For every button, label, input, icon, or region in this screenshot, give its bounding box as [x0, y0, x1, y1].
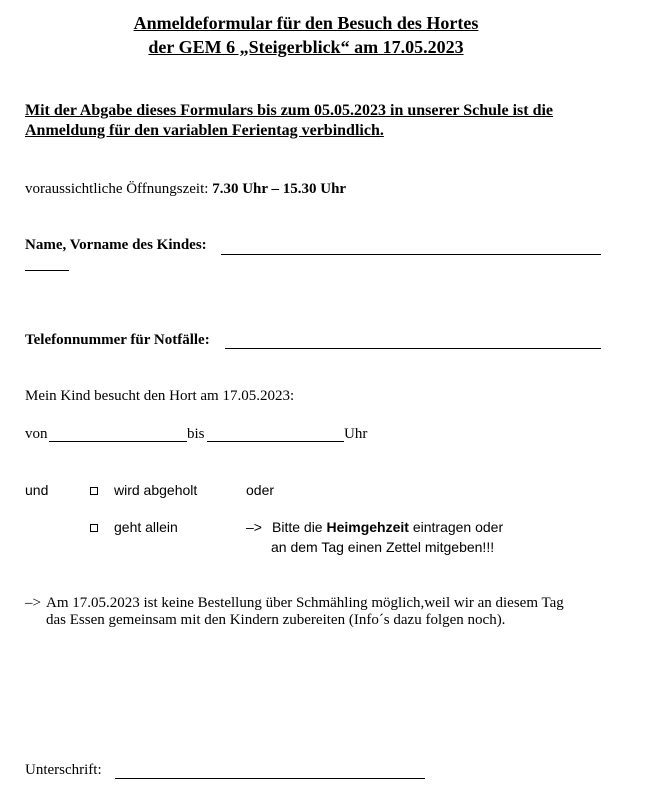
picked-up-checkbox[interactable] — [90, 487, 98, 495]
und-label: und — [25, 482, 49, 498]
notice-line-1: Mit der Abgabe dieses Formulars bis zum 05.05.2023 in unserer Schule ist die — [25, 102, 554, 119]
phone-field[interactable] — [225, 331, 601, 349]
opening-hours-label: voraussichtliche Öffnungszeit: — [25, 181, 213, 197]
home-time-hint-bold: Heimgehzeit — [326, 519, 409, 535]
home-time-hint-line-2: an dem Tag einen Zettel mitgeben!!! — [271, 539, 495, 555]
signature-label: Unterschrift: — [25, 762, 102, 778]
home-time-hint-line-1 — [272, 518, 503, 536]
child-name-field[interactable] — [221, 236, 601, 255]
form-title-line-2: der GEM 6 „Steigerblick“ am 17.05.2023 — [148, 37, 464, 57]
signature-field[interactable] — [115, 761, 425, 779]
goes-alone-label: geht allein — [114, 519, 178, 535]
child-name-field-continuation[interactable] — [25, 252, 69, 271]
form-title-line-1: Anmeldeformular für den Besuch des Hortes — [133, 13, 479, 33]
oder-label: oder — [246, 482, 275, 498]
home-time-hint-post: eintragen oder — [408, 519, 504, 535]
goes-alone-checkbox[interactable] — [90, 524, 98, 532]
arrow-icon: –> — [25, 595, 41, 611]
to-time-field[interactable] — [207, 425, 344, 442]
meal-note-line-1: Am 17.05.2023 ist keine Bestellung über Schmähling möglich,weil wir an diesem Tag — [46, 595, 564, 611]
home-time-hint-pre: Bitte die — [272, 519, 327, 535]
from-label: von — [25, 426, 48, 442]
notice-line-2: Anmeldung für den variablen Ferientag verbindlich. — [25, 122, 384, 139]
arrow-icon: –> — [246, 519, 262, 535]
opening-hours — [25, 180, 346, 198]
opening-hours-value: 7.30 Uhr – 15.30 Uhr — [212, 181, 347, 197]
to-label: bis — [187, 426, 205, 442]
phone-label: Telefonnummer für Notfälle: — [25, 332, 210, 348]
child-name-label: Name, Vorname des Kindes: — [25, 237, 207, 253]
meal-note-line-2: das Essen gemeinsam mit den Kindern zubereiten (Info´s dazu folgen noch). — [46, 612, 506, 628]
time-unit: Uhr — [344, 426, 368, 442]
visit-intro: Mein Kind besucht den Hort am 17.05.2023: — [25, 388, 295, 404]
from-time-field[interactable] — [49, 425, 187, 442]
picked-up-label: wird abgeholt — [114, 482, 198, 498]
